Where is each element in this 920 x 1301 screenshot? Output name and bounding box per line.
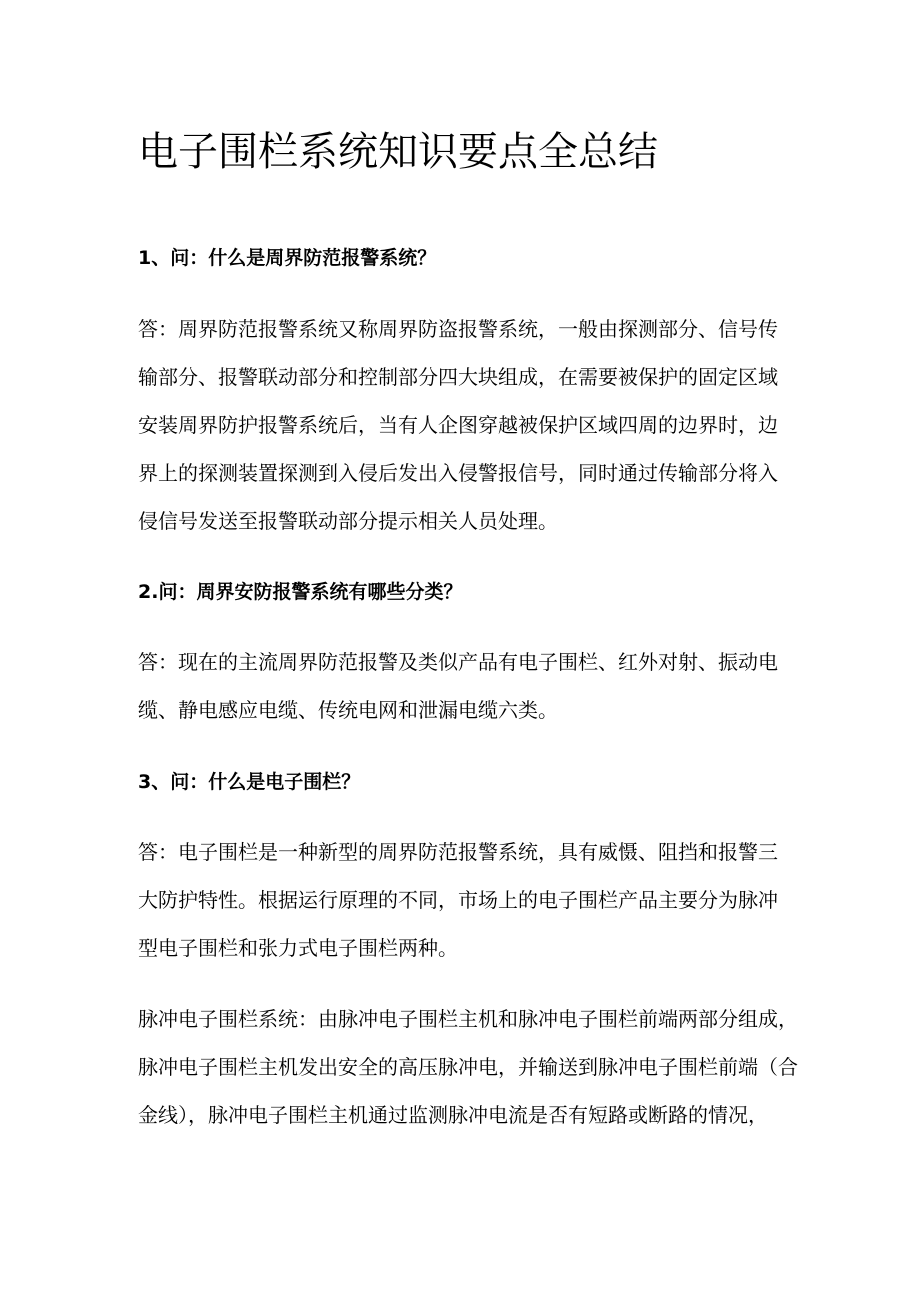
paragraph-line: 脉冲电子围栏主机发出安全的高压脉冲电，并输送到脉冲电子围栏前端（合 bbox=[138, 1055, 798, 1079]
answer-1 bbox=[138, 305, 778, 545]
pulse-fence-paragraph bbox=[138, 995, 798, 1139]
answer-3 bbox=[138, 828, 778, 972]
answer-3-line: 答：电子围栏是一种新型的周界防范报警系统，具有威慑、阻挡和报警三 bbox=[138, 840, 778, 864]
answer-2-line: 缆、静电感应电缆、传统电网和泄漏电缆六类。 bbox=[138, 698, 558, 722]
page-title: 电子围栏系统知识要点全总结 bbox=[138, 129, 658, 175]
answer-1-line: 界上的探测装置探测到入侵后发出入侵警报信号，同时通过传输部分将入 bbox=[138, 461, 778, 485]
question-3: 3、问：什么是电子围栏？ bbox=[138, 771, 361, 793]
answer-3-line: 大防护特性。根据运行原理的不同，市场上的电子围栏产品主要分为脉冲 bbox=[138, 888, 778, 912]
paragraph-line: 金线），脉冲电子围栏主机通过监测脉冲电流是否有短路或断路的情况， bbox=[138, 1103, 768, 1127]
question-2: 2.问：周界安防报警系统有哪些分类？ bbox=[138, 581, 463, 603]
answer-2 bbox=[138, 638, 778, 734]
answer-2-line: 答：现在的主流周界防范报警及类似产品有电子围栏、红外对射、振动电 bbox=[138, 650, 778, 674]
answer-3-line: 型电子围栏和张力式电子围栏两种。 bbox=[138, 936, 458, 960]
paragraph-line: 脉冲电子围栏系统：由脉冲电子围栏主机和脉冲电子围栏前端两部分组成， bbox=[138, 1007, 798, 1031]
answer-1-line: 侵信号发送至报警联动部分提示相关人员处理。 bbox=[138, 509, 558, 533]
answer-1-line: 安装周界防护报警系统后，当有人企图穿越被保护区域四周的边界时，边 bbox=[138, 413, 778, 437]
question-1: 1、问：什么是周界防范报警系统？ bbox=[138, 247, 437, 269]
answer-1-line: 答：周界防范报警系统又称周界防盗报警系统，一般由探测部分、信号传 bbox=[138, 317, 778, 341]
answer-1-line: 输部分、报警联动部分和控制部分四大块组成，在需要被保护的固定区域 bbox=[138, 365, 778, 389]
